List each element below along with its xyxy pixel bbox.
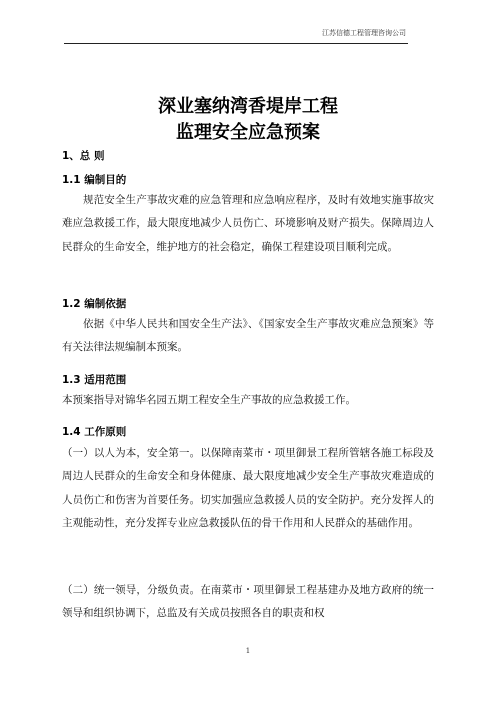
section-heading-basis: 1.2 编制依据 [62,298,127,310]
section-heading-purpose: 1.1 编制目的 [62,174,127,186]
paragraph-principle-2: （二）统一领导，分级负责。在南菜市・项里御景工程基建办及地方政府的统一领导和组织协调下，总监及有关成员按照各自的职责和权 [62,584,434,620]
paragraph-basis: 依据《中华人民共和国安全生产法》、《国家安全生产事故灾难应急预案》等有关法律法规编制本预案。 [62,318,434,354]
header-company: 江苏信德工程管理咨询公司 [322,29,406,37]
page-number: 1 [245,647,251,655]
section-heading-general: 1、总 则 [62,150,105,162]
paragraph-purpose: 规范安全生产事故灾难的应急管理和应急响应程序，及时有效地实施事故灾难应急救援工作，最大限度地减少人员伤亡、环境影响及财产损失。保障周边人民群众的生命安全，维护地方的社会稳定，确保工程建设项目顺利完成。 [62,194,434,253]
doc-title-line2: 监理安全应急预案 [176,122,320,143]
section-heading-scope: 1.3 适用范围 [62,374,127,386]
header-divider [64,43,408,44]
paragraph-scope: 本预案指导对锦华名园五期工程安全生产事故的应急救援工作。 [62,394,356,406]
doc-title-line1: 深业塞纳湾香堤岸工程 [158,96,338,117]
section-heading-principles: 1.4 工作原则 [62,426,127,438]
paragraph-principle-1: （一）以人为本，安全第一。以保障南菜市・项里御景工程所管辖各施工标段及周边人民群众的生命安全和身体健康、最大限度地减少安全生产事故灾难造成的人员伤亡和伤害为首要任务。切实加强应急救援人员的安全防护。充分发挥人的主观能动性，充分发挥专业应急救援队伍的骨干作用和人民群众的基础作用。 [62,447,434,530]
